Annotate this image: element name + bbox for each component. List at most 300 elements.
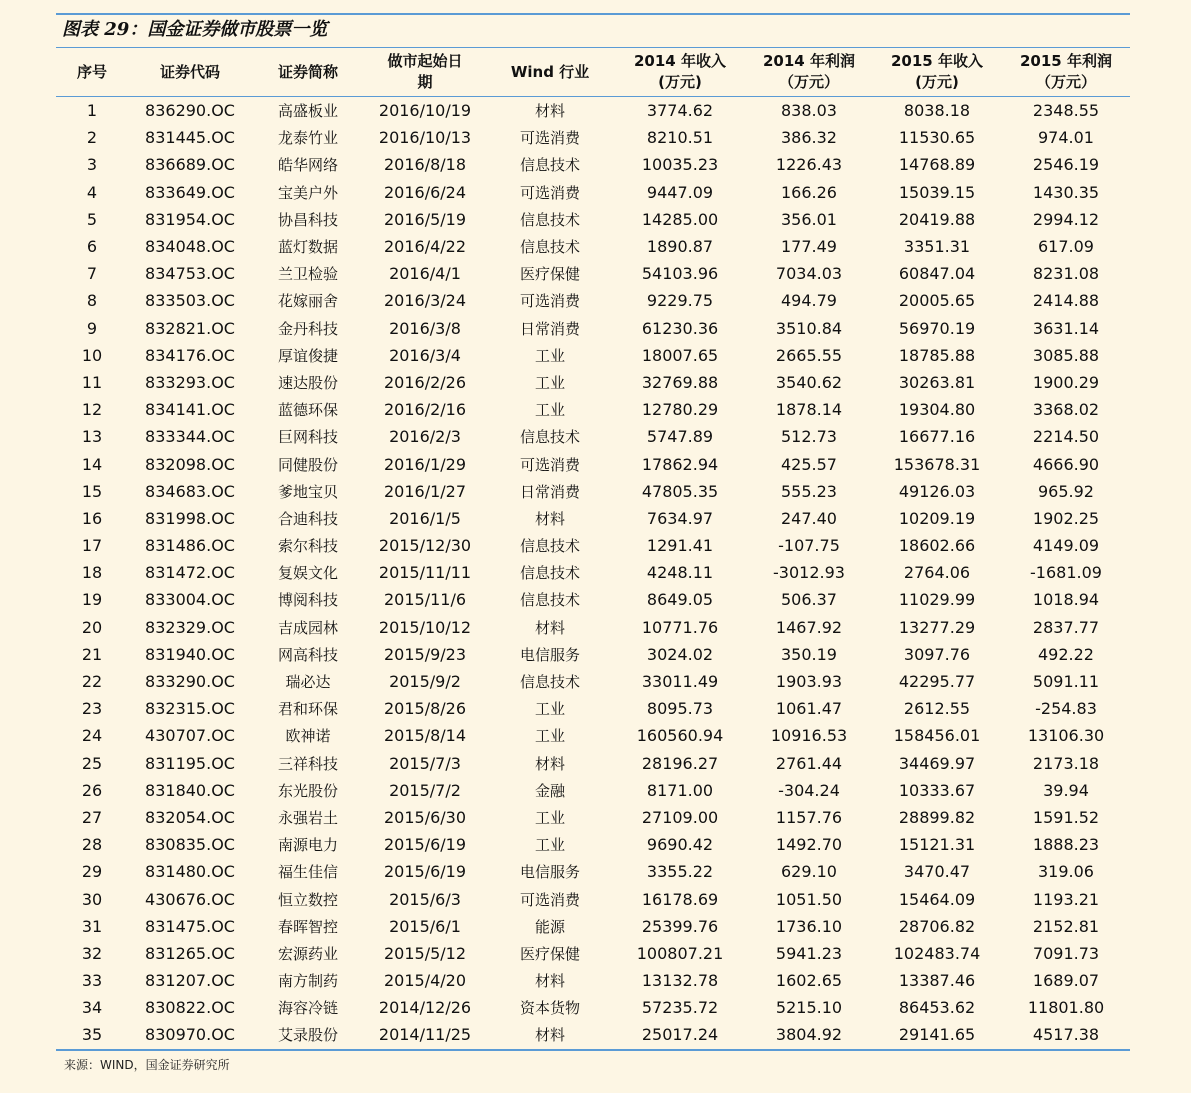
start-date: 2016/10/19 xyxy=(378,101,472,121)
row-index: 21 xyxy=(81,644,103,664)
table-row xyxy=(56,315,1130,342)
revenue-2015: 8038.18 xyxy=(903,101,971,121)
profit-2015: 2546.19 xyxy=(1032,155,1100,175)
profit-2015: 5091.11 xyxy=(1032,672,1100,692)
start-date: 2016/4/1 xyxy=(389,264,461,284)
start-date: 2015/8/14 xyxy=(383,726,467,746)
col-header-start-date: 做市起始日 期 xyxy=(364,48,486,97)
revenue-2015: 11530.65 xyxy=(898,128,976,148)
revenue-2015: 30263.81 xyxy=(898,372,976,392)
security-code: 836689.OC xyxy=(145,155,235,175)
profit-2014: 512.73 xyxy=(781,427,837,447)
start-date: 2016/1/29 xyxy=(383,454,467,474)
revenue-2015: 60847.04 xyxy=(898,264,976,284)
table-row xyxy=(56,940,1130,967)
row-index: 9 xyxy=(86,318,98,338)
start-date: 2015/10/12 xyxy=(378,617,472,637)
industry: 信息技术 xyxy=(519,537,580,556)
table-row xyxy=(56,505,1130,532)
industry: 可选消费 xyxy=(519,455,580,474)
profit-2014: 2665.55 xyxy=(775,345,843,365)
profit-2015: 2214.50 xyxy=(1032,427,1100,447)
revenue-2014: 9690.42 xyxy=(646,835,714,855)
industry: 工业 xyxy=(534,808,565,827)
profit-2015: 1888.23 xyxy=(1032,835,1100,855)
revenue-2014: 57235.72 xyxy=(641,998,719,1018)
profit-2014: 629.10 xyxy=(781,862,837,882)
revenue-2015: 11029.99 xyxy=(898,590,976,610)
revenue-2015: 13277.29 xyxy=(898,617,976,637)
col-header-revenue-2014: 2014 年收入 (万元) xyxy=(614,48,746,97)
security-code: 831445.OC xyxy=(145,128,235,148)
profit-2014: 555.23 xyxy=(781,481,837,501)
profit-2015: 4517.38 xyxy=(1002,1021,1130,1049)
start-date: 2014/11/25 xyxy=(364,1021,486,1049)
table-row xyxy=(56,151,1130,178)
profit-2014: 1157.76 xyxy=(775,807,843,827)
revenue-2015: 3351.31 xyxy=(903,237,971,257)
security-name: 协昌科技 xyxy=(277,210,338,229)
security-name: 龙泰竹业 xyxy=(277,129,338,148)
profit-2014: -3012.93 xyxy=(773,563,845,583)
row-index: 12 xyxy=(81,400,103,420)
security-code: 832315.OC xyxy=(145,699,235,719)
revenue-2015: 20005.65 xyxy=(898,291,976,311)
security-name: 南源电力 xyxy=(277,836,338,855)
table-row xyxy=(56,750,1130,777)
revenue-2014: 25017.24 xyxy=(614,1021,746,1049)
profit-2015: 1591.52 xyxy=(1032,807,1100,827)
profit-2014: 425.57 xyxy=(781,454,837,474)
industry: 能源 xyxy=(534,917,565,936)
row-index: 4 xyxy=(86,182,98,202)
industry: 可选消费 xyxy=(519,292,580,311)
revenue-2015: 15464.09 xyxy=(898,889,976,909)
profit-2014: 7034.03 xyxy=(775,264,843,284)
security-code: 831486.OC xyxy=(145,536,235,556)
table-row xyxy=(56,804,1130,831)
start-date: 2016/5/19 xyxy=(383,209,467,229)
revenue-2014: 33011.49 xyxy=(641,672,719,692)
profit-2015: 3631.14 xyxy=(1032,318,1100,338)
revenue-2015: 15039.15 xyxy=(898,182,976,202)
profit-2015: 1193.21 xyxy=(1032,889,1100,909)
security-name: 瑞必达 xyxy=(285,673,331,692)
revenue-2015: 15121.31 xyxy=(898,835,976,855)
row-index: 25 xyxy=(81,753,103,773)
table-row xyxy=(56,586,1130,613)
industry: 电信服务 xyxy=(519,645,580,664)
profit-2015: -254.83 xyxy=(1035,699,1097,719)
profit-2015: -1681.09 xyxy=(1030,563,1102,583)
profit-2015: 7091.73 xyxy=(1032,943,1100,963)
row-index: 1 xyxy=(86,101,98,121)
industry: 金融 xyxy=(534,781,565,800)
profit-2014: 386.32 xyxy=(781,128,837,148)
row-index: 6 xyxy=(86,237,98,257)
table-row xyxy=(56,233,1130,260)
table-row xyxy=(56,396,1130,423)
revenue-2014: 14285.00 xyxy=(641,209,719,229)
profit-2014: 166.26 xyxy=(781,182,837,202)
table-row xyxy=(56,913,1130,940)
table-row xyxy=(56,124,1130,151)
industry: 资本货物 xyxy=(519,999,580,1018)
table-row xyxy=(56,858,1130,885)
security-name: 永强岩土 xyxy=(277,808,338,827)
table-row xyxy=(56,179,1130,206)
row-index: 16 xyxy=(81,508,103,528)
security-code: 833004.OC xyxy=(145,590,235,610)
revenue-2014: 8171.00 xyxy=(646,780,714,800)
col-header-index: 序号 xyxy=(56,48,128,97)
start-date: 2015/6/3 xyxy=(389,889,461,909)
security-code: 832329.OC xyxy=(145,617,235,637)
revenue-2015: 16677.16 xyxy=(898,427,976,447)
profit-2014: -107.75 xyxy=(778,536,840,556)
start-date: 2015/6/1 xyxy=(389,916,461,936)
security-name: 速达股份 xyxy=(277,373,338,392)
profit-2015: 39.94 xyxy=(1043,780,1089,800)
revenue-2014: 28196.27 xyxy=(641,753,719,773)
security-code: 831475.OC xyxy=(145,916,235,936)
security-name: 同健股份 xyxy=(277,455,338,474)
security-code: 830970.OC xyxy=(128,1021,252,1049)
revenue-2015: 86453.62 xyxy=(898,998,976,1018)
profit-2014: 1602.65 xyxy=(775,971,843,991)
revenue-2014: 12780.29 xyxy=(641,400,719,420)
revenue-2014: 61230.36 xyxy=(641,318,719,338)
revenue-2014: 100807.21 xyxy=(636,943,724,963)
row-index: 11 xyxy=(81,372,103,392)
revenue-2015: 56970.19 xyxy=(898,318,976,338)
security-name: 皓华网络 xyxy=(277,156,338,175)
security-name: 蓝德环保 xyxy=(277,401,338,420)
table-body xyxy=(56,97,1130,1050)
security-code: 834141.OC xyxy=(145,400,235,420)
profit-2015: 319.06 xyxy=(1038,862,1094,882)
table-row xyxy=(56,994,1130,1021)
row-index: 31 xyxy=(81,916,103,936)
industry: 信息技术 xyxy=(519,156,580,175)
security-code: 834176.OC xyxy=(145,345,235,365)
col-header-revenue-2015: 2015 年收入 (万元) xyxy=(872,48,1002,97)
table-row xyxy=(56,885,1130,912)
industry: 工业 xyxy=(534,373,565,392)
security-name: 索尔科技 xyxy=(277,537,338,556)
start-date: 2015/11/11 xyxy=(378,563,472,583)
market-making-stocks-table xyxy=(56,48,1130,1051)
security-name: 恒立数控 xyxy=(277,890,338,909)
start-date: 2014/12/26 xyxy=(378,998,472,1018)
revenue-2015: 14768.89 xyxy=(898,155,976,175)
security-name: 网高科技 xyxy=(277,645,338,664)
row-index: 15 xyxy=(81,481,103,501)
security-name: 复娱文化 xyxy=(277,564,338,583)
profit-2014: 3540.62 xyxy=(775,372,843,392)
start-date: 2016/4/22 xyxy=(383,237,467,257)
industry: 医疗保健 xyxy=(519,265,580,284)
top-rule xyxy=(56,13,1130,15)
profit-2015: 3085.88 xyxy=(1032,345,1100,365)
security-code: 831472.OC xyxy=(145,563,235,583)
row-index: 2 xyxy=(86,128,98,148)
revenue-2014: 27109.00 xyxy=(641,807,719,827)
industry: 材料 xyxy=(534,509,565,528)
revenue-2014: 1890.87 xyxy=(646,237,714,257)
revenue-2014: 13132.78 xyxy=(641,971,719,991)
row-index: 24 xyxy=(81,726,103,746)
start-date: 2016/3/4 xyxy=(389,345,461,365)
revenue-2014: 1291.41 xyxy=(646,536,714,556)
security-name: 东光股份 xyxy=(277,781,338,800)
industry: 材料 xyxy=(534,102,565,121)
row-index: 10 xyxy=(81,345,103,365)
profit-2014: 356.01 xyxy=(781,209,837,229)
profit-2014: 3510.84 xyxy=(775,318,843,338)
profit-2014: 177.49 xyxy=(781,237,837,257)
security-name: 海容冷链 xyxy=(277,999,338,1018)
start-date: 2015/12/30 xyxy=(378,536,472,556)
security-code: 430676.OC xyxy=(145,889,235,909)
security-name: 福生佳信 xyxy=(277,863,338,882)
row-index: 22 xyxy=(81,672,103,692)
revenue-2015: 158456.01 xyxy=(893,726,981,746)
table-row xyxy=(56,478,1130,505)
col-header-profit-2014: 2014 年利润 （万元） xyxy=(746,48,872,97)
profit-2014: 838.03 xyxy=(781,101,837,121)
start-date: 2016/2/26 xyxy=(383,372,467,392)
industry: 信息技术 xyxy=(519,591,580,610)
revenue-2014: 7634.97 xyxy=(646,508,714,528)
table-row xyxy=(56,423,1130,450)
revenue-2015: 19304.80 xyxy=(898,400,976,420)
start-date: 2016/2/3 xyxy=(389,427,461,447)
security-code: 836290.OC xyxy=(145,101,235,121)
industry: 信息技术 xyxy=(519,673,580,692)
security-name: 宏源药业 xyxy=(277,944,338,963)
revenue-2015: 34469.97 xyxy=(898,753,976,773)
industry: 工业 xyxy=(534,346,565,365)
revenue-2014: 8210.51 xyxy=(646,128,714,148)
revenue-2015: 3470.47 xyxy=(903,862,971,882)
profit-2015: 3368.02 xyxy=(1032,400,1100,420)
revenue-2015: 3097.76 xyxy=(903,644,971,664)
revenue-2014: 16178.69 xyxy=(641,889,719,909)
revenue-2015: 2764.06 xyxy=(903,563,971,583)
start-date: 2015/8/26 xyxy=(383,699,467,719)
revenue-2014: 54103.96 xyxy=(641,264,719,284)
profit-2014: 1878.14 xyxy=(775,400,843,420)
profit-2015: 4149.09 xyxy=(1032,536,1100,556)
start-date: 2015/7/3 xyxy=(389,753,461,773)
security-code: 831998.OC xyxy=(145,508,235,528)
table-row xyxy=(56,614,1130,641)
industry: 材料 xyxy=(534,618,565,637)
security-name: 欧神诺 xyxy=(285,727,331,746)
security-name: 宝美户外 xyxy=(277,183,338,202)
profit-2015: 13106.30 xyxy=(1027,726,1105,746)
security-code: 830835.OC xyxy=(145,835,235,855)
security-code: 833293.OC xyxy=(145,372,235,392)
row-index: 34 xyxy=(81,998,103,1018)
profit-2014: 247.40 xyxy=(781,508,837,528)
security-name: 博阅科技 xyxy=(277,591,338,610)
profit-2014: 1061.47 xyxy=(775,699,843,719)
start-date: 2016/2/16 xyxy=(383,400,467,420)
revenue-2014: 47805.35 xyxy=(641,481,719,501)
security-name: 三祥科技 xyxy=(277,754,338,773)
revenue-2015: 29141.65 xyxy=(872,1021,1002,1049)
revenue-2014: 9447.09 xyxy=(646,182,714,202)
revenue-2014: 3024.02 xyxy=(646,644,714,664)
security-name: 吉成园林 xyxy=(277,618,338,637)
profit-2014: 506.37 xyxy=(781,590,837,610)
table-row xyxy=(56,206,1130,233)
profit-2015: 11801.80 xyxy=(1027,998,1105,1018)
industry: 可选消费 xyxy=(519,129,580,148)
figure-title: 图表 29：国金证券做市股票一览 xyxy=(62,19,328,40)
revenue-2014: 25399.76 xyxy=(641,916,719,936)
table-row xyxy=(56,559,1130,586)
revenue-2014: 10771.76 xyxy=(641,617,719,637)
col-header-name: 证券简称 xyxy=(252,48,364,97)
security-code: 831195.OC xyxy=(145,753,235,773)
table-row xyxy=(56,97,1130,125)
industry: 工业 xyxy=(534,700,565,719)
revenue-2015: 10333.67 xyxy=(898,780,976,800)
security-name: 艾录股份 xyxy=(252,1021,364,1049)
table-row xyxy=(56,722,1130,749)
revenue-2015: 10209.19 xyxy=(898,508,976,528)
profit-2015: 8231.08 xyxy=(1032,264,1100,284)
source-note: 来源：WIND，国金证券研究所 xyxy=(64,1058,230,1072)
security-code: 831940.OC xyxy=(145,644,235,664)
row-index: 33 xyxy=(81,971,103,991)
security-code: 830822.OC xyxy=(145,998,235,1018)
industry: 信息技术 xyxy=(519,564,580,583)
industry: 材料 xyxy=(534,972,565,991)
profit-2015: 1689.07 xyxy=(1032,971,1100,991)
profit-2015: 2173.18 xyxy=(1032,753,1100,773)
row-index: 3 xyxy=(86,155,98,175)
table-row xyxy=(56,777,1130,804)
revenue-2015: 18785.88 xyxy=(898,345,976,365)
start-date: 2016/8/18 xyxy=(383,155,467,175)
row-index: 13 xyxy=(81,427,103,447)
revenue-2015: 18602.66 xyxy=(898,536,976,556)
security-code: 833344.OC xyxy=(145,427,235,447)
revenue-2015: 28706.82 xyxy=(898,916,976,936)
revenue-2015: 153678.31 xyxy=(893,454,981,474)
security-code: 833290.OC xyxy=(145,672,235,692)
start-date: 2016/1/27 xyxy=(383,481,467,501)
security-code: 832821.OC xyxy=(145,318,235,338)
revenue-2014: 9229.75 xyxy=(646,291,714,311)
revenue-2015: 20419.88 xyxy=(898,209,976,229)
revenue-2014: 8649.05 xyxy=(646,590,714,610)
profit-2014: 2761.44 xyxy=(775,753,843,773)
start-date: 2015/6/19 xyxy=(383,835,467,855)
profit-2015: 4666.90 xyxy=(1032,454,1100,474)
security-code: 832054.OC xyxy=(145,807,235,827)
col-header-profit-2015: 2015 年利润 （万元） xyxy=(1002,48,1130,97)
revenue-2014: 4248.11 xyxy=(646,563,714,583)
profit-2014: 5941.23 xyxy=(775,943,843,963)
profit-2014: 10916.53 xyxy=(770,726,848,746)
row-index: 30 xyxy=(81,889,103,909)
security-code: 833649.OC xyxy=(145,182,235,202)
row-index: 17 xyxy=(81,536,103,556)
profit-2014: 5215.10 xyxy=(775,998,843,1018)
row-index: 23 xyxy=(81,699,103,719)
revenue-2015: 28899.82 xyxy=(898,807,976,827)
start-date: 2015/6/30 xyxy=(383,807,467,827)
table-row xyxy=(56,641,1130,668)
start-date: 2015/7/2 xyxy=(389,780,461,800)
industry: 材料 xyxy=(534,754,565,773)
start-date: 2016/6/24 xyxy=(383,182,467,202)
col-header-industry: Wind 行业 xyxy=(486,48,614,97)
row-index: 14 xyxy=(81,454,103,474)
profit-2014: 1736.10 xyxy=(775,916,843,936)
industry: 信息技术 xyxy=(519,210,580,229)
profit-2014: 1467.92 xyxy=(775,617,843,637)
industry: 医疗保健 xyxy=(519,944,580,963)
row-index: 35 xyxy=(56,1021,128,1049)
revenue-2014: 18007.65 xyxy=(641,345,719,365)
table-row xyxy=(56,1021,1130,1049)
start-date: 2016/3/8 xyxy=(389,318,461,338)
start-date: 2015/11/6 xyxy=(383,590,467,610)
industry: 信息技术 xyxy=(519,238,580,257)
row-index: 27 xyxy=(81,807,103,827)
profit-2015: 1900.29 xyxy=(1032,372,1100,392)
profit-2015: 2994.12 xyxy=(1032,209,1100,229)
table-row xyxy=(56,831,1130,858)
table-row xyxy=(56,287,1130,314)
profit-2015: 2837.77 xyxy=(1032,617,1100,637)
start-date: 2015/5/12 xyxy=(383,943,467,963)
security-code: 430707.OC xyxy=(145,726,235,746)
industry: 信息技术 xyxy=(519,428,580,447)
profit-2014: 1226.43 xyxy=(775,155,843,175)
industry: 日常消费 xyxy=(519,482,580,501)
profit-2015: 2348.55 xyxy=(1032,101,1100,121)
security-name: 蓝灯数据 xyxy=(277,238,338,257)
profit-2014: 1051.50 xyxy=(775,889,843,909)
revenue-2014: 8095.73 xyxy=(646,699,714,719)
industry: 可选消费 xyxy=(519,890,580,909)
revenue-2014: 5747.89 xyxy=(646,427,714,447)
row-index: 19 xyxy=(81,590,103,610)
profit-2014: 494.79 xyxy=(781,291,837,311)
profit-2015: 1430.35 xyxy=(1032,182,1100,202)
revenue-2014: 10035.23 xyxy=(641,155,719,175)
table-row xyxy=(56,369,1130,396)
row-index: 28 xyxy=(81,835,103,855)
security-name: 南方制药 xyxy=(277,972,338,991)
industry: 日常消费 xyxy=(519,319,580,338)
revenue-2015: 2612.55 xyxy=(903,699,971,719)
industry: 工业 xyxy=(534,401,565,420)
security-name: 爹地宝贝 xyxy=(277,482,338,501)
security-name: 金丹科技 xyxy=(277,319,338,338)
table-row xyxy=(56,450,1130,477)
industry: 工业 xyxy=(534,836,565,855)
table-row xyxy=(56,260,1130,287)
security-name: 君和环保 xyxy=(277,700,338,719)
